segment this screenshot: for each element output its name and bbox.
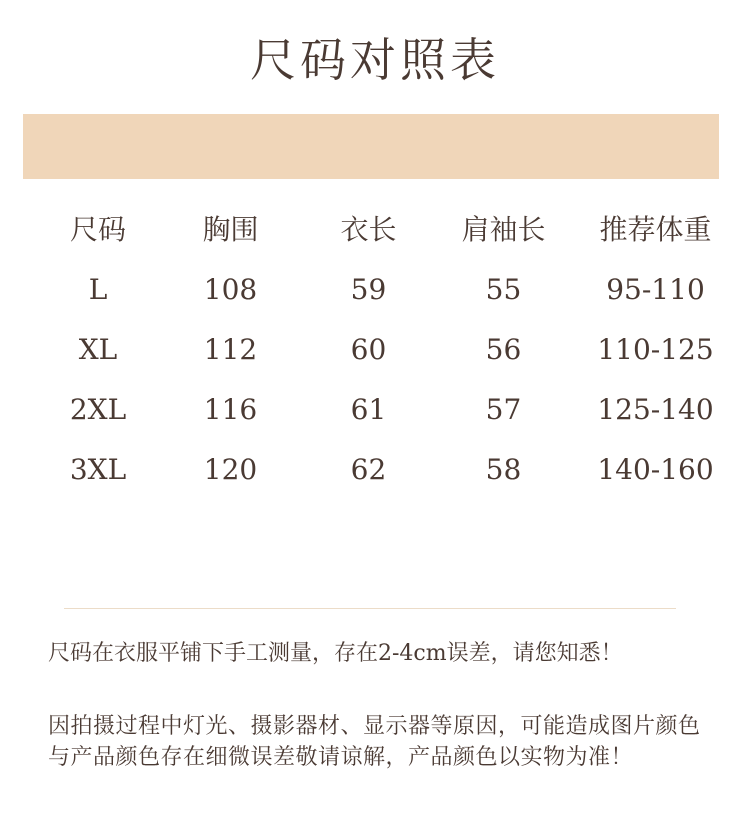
table-header-row [23, 200, 733, 260]
cell-shoulder-sleeve: 56 [485, 333, 522, 366]
header-size: 尺码 [69, 213, 126, 246]
section-divider [64, 608, 676, 609]
cell-chest: 108 [203, 273, 258, 306]
cell-shoulder-sleeve: 57 [485, 393, 522, 426]
cell-length: 60 [350, 333, 387, 366]
header-chest: 胸围 [202, 213, 259, 246]
cell-length: 59 [350, 273, 387, 306]
cell-weight: 110-125 [597, 333, 714, 366]
page-title: 尺码对照表 [250, 33, 500, 87]
cell-length: 61 [350, 393, 387, 426]
table-row [23, 320, 733, 380]
cell-shoulder-sleeve: 55 [485, 273, 522, 306]
color-disclaimer: 因拍摄过程中灯光、摄影器材、显示器等原因，可能造成图片颜色与产品颜色存在细微误差敬请谅解，产品颜色以实物为准！ [48, 714, 701, 770]
cell-size: L [88, 273, 108, 306]
cell-chest: 120 [203, 453, 258, 486]
cell-size: 3XL [69, 453, 127, 486]
table-row [23, 380, 733, 440]
size-table [23, 200, 733, 500]
header-color-band [23, 114, 719, 179]
cell-weight: 125-140 [597, 393, 714, 426]
table-row [23, 260, 733, 320]
cell-chest: 116 [203, 393, 258, 426]
header-length: 衣长 [340, 213, 397, 246]
cell-shoulder-sleeve: 58 [485, 453, 522, 486]
cell-size: 2XL [69, 393, 127, 426]
cell-size: XL [78, 333, 118, 366]
header-recommended-weight: 推荐体重 [599, 213, 712, 246]
cell-weight: 140-160 [597, 453, 714, 486]
cell-length: 62 [350, 453, 387, 486]
cell-weight: 95-110 [606, 273, 705, 306]
table-row [23, 440, 733, 500]
cell-chest: 112 [203, 333, 258, 366]
header-shoulder-sleeve: 肩袖长 [461, 213, 546, 246]
measurement-note: 尺码在衣服平铺下手工测量，存在2-4cm误差，请您知悉！ [48, 641, 623, 666]
